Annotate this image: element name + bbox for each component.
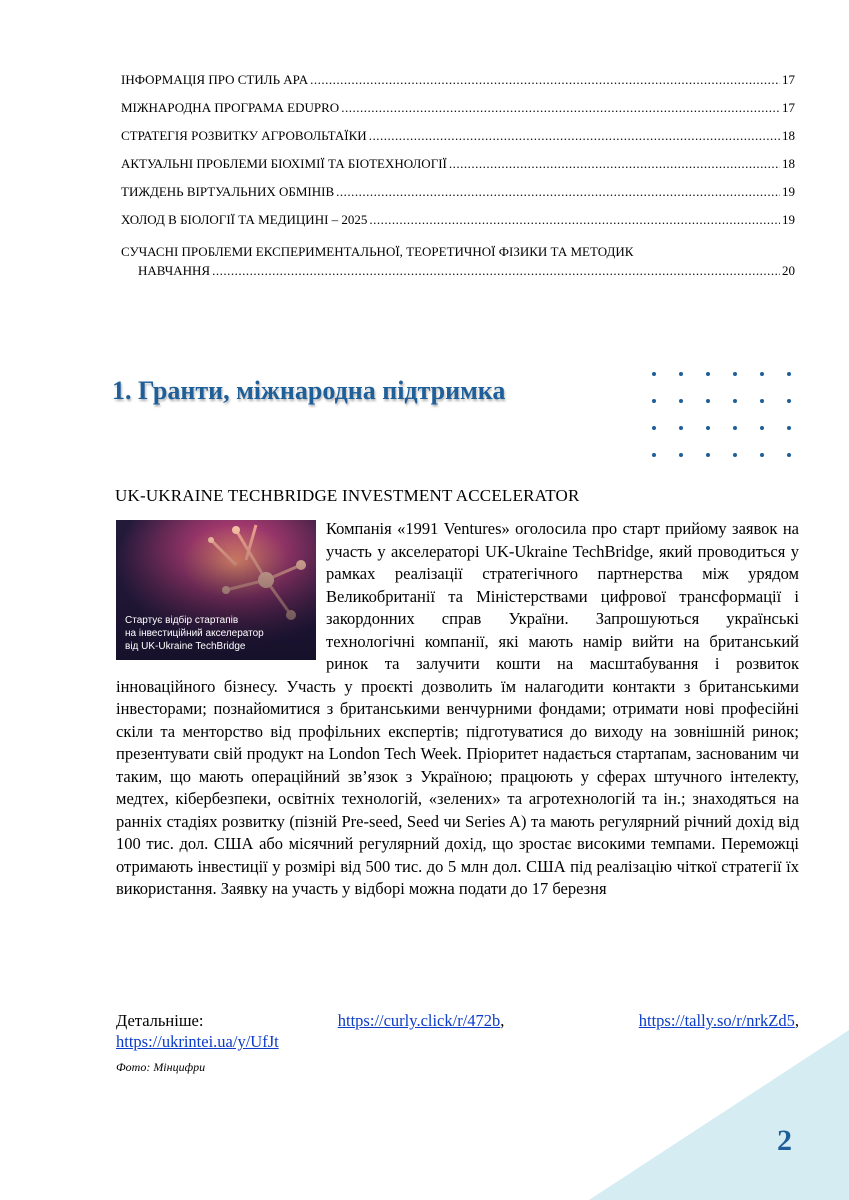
page-number: 2 (777, 1124, 792, 1157)
more-info-label: Детальніше: (116, 1011, 204, 1030)
link-tally[interactable]: https://tally.so/r/nrkZd5 (638, 1011, 795, 1030)
toc-entry-page: 20 (782, 263, 795, 278)
toc-entry-title: ХОЛОД В БІОЛОГІЇ ТА МЕДИЦИНІ – 2025 (121, 212, 368, 227)
decorative-dot (652, 372, 656, 376)
toc-leader-dots (341, 100, 780, 116)
decorative-dot-grid (652, 372, 802, 462)
toc-entry-title-cont: НАВЧАННЯ (138, 263, 211, 278)
decorative-dot (706, 453, 710, 457)
decorative-dot (760, 453, 764, 457)
decorative-dot (652, 426, 656, 430)
toc-entry-page: 17 (782, 72, 795, 87)
decorative-dot (733, 399, 737, 403)
toc-entry-continuation (121, 262, 795, 280)
decorative-dot (679, 372, 683, 376)
decorative-dot (760, 372, 764, 376)
decorative-dot (706, 426, 710, 430)
toc-leader-dots (449, 156, 780, 172)
image-caption-line: на інвестиційний акселератор (125, 628, 264, 639)
decorative-dot (760, 426, 764, 430)
toc-entry-page: 18 (782, 156, 795, 171)
toc-entry[interactable] (121, 242, 795, 280)
more-info (116, 1010, 799, 1032)
decorative-dot (760, 399, 764, 403)
toc-entry-page: 19 (782, 212, 795, 227)
decorative-dot (733, 453, 737, 457)
toc-entry-title: АКТУАЛЬНІ ПРОБЛЕМИ БІОХІМІЇ ТА БІОТЕХНОЛОГІЇ (121, 156, 447, 171)
toc-leader-dots (336, 184, 780, 200)
image-caption (125, 614, 264, 653)
toc-leader-dots (212, 262, 780, 280)
toc-entry[interactable] (121, 128, 795, 156)
photo-credit: Фото: Мінцифри (116, 1060, 206, 1074)
toc-entry[interactable] (121, 184, 795, 212)
toc-entry[interactable] (121, 100, 795, 128)
toc-entry-page: 19 (782, 184, 795, 199)
image-caption-line: від UK-Ukraine TechBridge (125, 641, 246, 652)
decorative-dot (706, 399, 710, 403)
decorative-dot (787, 453, 791, 457)
decorative-dot (652, 453, 656, 457)
toc-entry-title: ІНФОРМАЦІЯ ПРО СТИЛЬ APA (121, 72, 309, 87)
toc-leader-dots (310, 72, 780, 88)
decorative-dot (787, 372, 791, 376)
decorative-dot (652, 399, 656, 403)
toc-entry-title: СТРАТЕГІЯ РОЗВИТКУ АГРОВОЛЬТАЇКИ (121, 128, 367, 143)
section-title: 1. Гранти, міжнародна підтримка (112, 376, 506, 405)
decorative-dot (733, 372, 737, 376)
link-curly[interactable]: https://curly.click/r/472b (337, 1011, 501, 1030)
decorative-dot (679, 453, 683, 457)
article-image (116, 520, 316, 660)
link-ukrintei[interactable]: https://ukrintei.ua/y/UfJt (116, 1032, 279, 1051)
link-separator: , (794, 1011, 799, 1030)
toc-entry[interactable] (121, 156, 795, 184)
decorative-dot (706, 372, 710, 376)
decorative-dot (733, 426, 737, 430)
article-text: Компанія «1991 Ventures» оголосила про старт прийому заявок на участь у акселераторі UK-Ukraine TechBridge, який проводиться у рамках реалізації стратегічного партнерства між урядом Великобританії та Міністерствами цифрової трансформації і закордонних справ України. Запрошуються українські технологічні компанії, які мають намір вийти на британський ринок та залучити кошти на масштабування і розвиток інноваційного бізнесу. Участь у проєкті дозволить їм налагодити контакти з британськими інвесторами; познайомитися з британськими венчурними фондами; отримати нові професійні скіли та менторство від профільних експертів; підготуватися до виходу на зовнішній ринок; презентувати свій продукт на London Tech Week. Пріоритет надається стартапам, заснованим чи таким, що мають операційний зв’язок з Україною; працюють у сферах штучного інтелекту, медтех, кібербезпеки, освітніх технологій, «зелених» та агротехнологій та ін.; знаходяться на ранніх стадіях розвитку (пізній Pre-seed, Seed чи Series A) та мають регулярний річний дохід від 100 тис. дол. США або місячний регулярний дохід, що зростає високими темпами. Переможці отримають інвестиції у розмірі від 500 тис. до 5 млн дол. США під реалізацію чіткої стратегії їх використання. Заявку на участь у відборі можна подати до 17 березня (116, 519, 799, 898)
article-heading: UK-UKRAINE TECHBRIDGE INVESTMENT ACCELERATOR (115, 486, 580, 505)
corner-decoration (589, 1030, 849, 1200)
toc-entry[interactable] (121, 212, 795, 240)
decorative-dot (679, 426, 683, 430)
decorative-dot (787, 399, 791, 403)
toc-entry-title: ТИЖДЕНЬ ВІРТУАЛЬНИХ ОБМІНІВ (121, 184, 335, 199)
toc-entry[interactable] (121, 72, 795, 100)
decorative-dot (787, 426, 791, 430)
toc-entry-title: СУЧАСНІ ПРОБЛЕМИ ЕКСПЕРИМЕНТАЛЬНОЇ, ТЕОРЕТИЧНОЇ ФІЗИКИ ТА МЕТОДИК (121, 244, 634, 259)
toc-leader-dots (369, 128, 780, 144)
link-separator: , (500, 1011, 505, 1030)
table-of-contents (121, 72, 795, 280)
toc-entry-title: МІЖНАРОДНА ПРОГРАМА EDUPRO (121, 100, 340, 115)
decorative-dot (679, 399, 683, 403)
toc-entry-page: 17 (782, 100, 795, 115)
image-caption-line: Стартує відбір стартапів (125, 615, 239, 626)
more-info-line2 (116, 1032, 279, 1052)
toc-leader-dots (369, 212, 780, 228)
toc-entry-page: 18 (782, 128, 795, 143)
